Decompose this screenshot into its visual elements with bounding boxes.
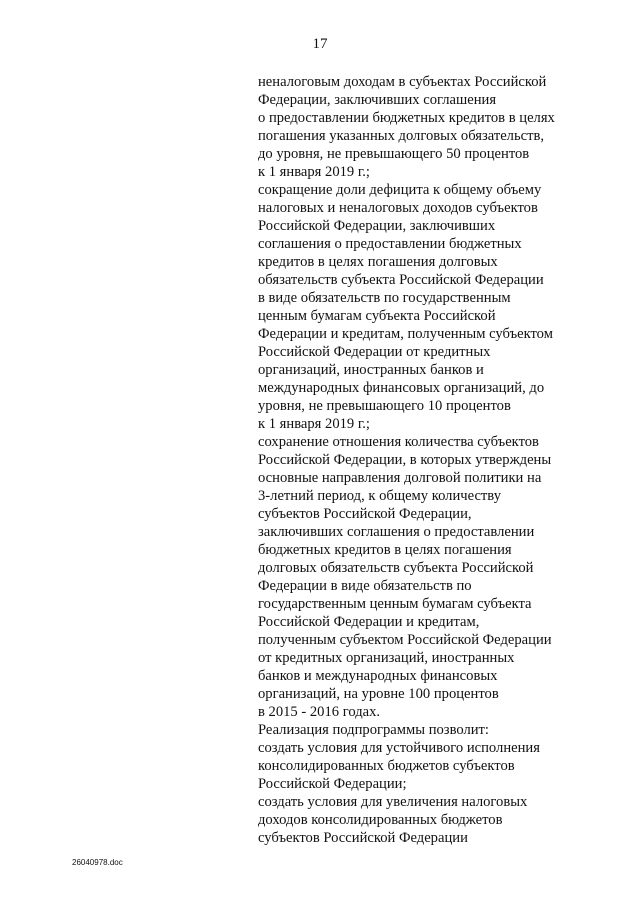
text-line: Федерации и кредитам, полученным субъектом [258, 326, 553, 342]
text-line: Российской Федерации, заключивших [258, 218, 496, 234]
text-line: к 1 января 2019 г.; [258, 164, 370, 180]
text-line: консолидированных бюджетов субъектов [258, 758, 515, 774]
text-line: погашения указанных долговых обязательств, [258, 128, 545, 144]
text-line: Федерации, заключивших соглашения [258, 92, 497, 108]
text-line: к 1 января 2019 г.; [258, 416, 370, 432]
text-line: Реализация подпрограммы позволит: [258, 722, 489, 738]
text-line: сохранение отношения количества субъектов [258, 434, 539, 450]
text-line: налоговых и неналоговых доходов субъектов [258, 200, 538, 216]
text-line: до уровня, не превышающего 50 процентов [258, 146, 530, 162]
text-line: о предоставлении бюджетных кредитов в целях [258, 110, 555, 126]
text-line: ценным бумагам субъекта Российской [258, 308, 496, 324]
text-line: долговых обязательств субъекта Российской [258, 560, 534, 576]
text-line: организаций, на уровне 100 процентов [258, 686, 499, 702]
text-line: в виде обязательств по государственным [258, 290, 511, 306]
text-line: кредитов в целях погашения долговых [258, 254, 498, 270]
text-line: банков и международных финансовых [258, 668, 498, 684]
text-line: от кредитных организаций, иностранных [258, 650, 515, 666]
text-line: Российской Федерации и кредитам, [258, 614, 480, 630]
text-line: обязательств субъекта Российской Федерации [258, 272, 544, 288]
page-number: 17 [312, 36, 328, 52]
text-line: бюджетных кредитов в целях погашения [258, 542, 512, 558]
text-line: Российской Федерации; [258, 776, 407, 792]
text-line: в 2015 - 2016 годах. [258, 704, 381, 720]
text-line: основные направления долговой политики на [258, 470, 542, 486]
text-line: создать условия для устойчивого исполнения [258, 740, 540, 756]
text-line: Российской Федерации, в которых утверждены [258, 452, 552, 468]
text-line: 3-летний период, к общему количеству [258, 488, 501, 504]
text-line: субъектов Российской Федерации [258, 830, 468, 846]
text-line: создать условия для увеличения налоговых [258, 794, 528, 810]
text-line: заключивших соглашения о предоставлении [258, 524, 535, 540]
text-line: организаций, иностранных банков и [258, 362, 484, 378]
text-line: сокращение доли дефицита к общему объему [258, 182, 542, 198]
text-line: доходов консолидированных бюджетов [258, 812, 503, 828]
text-line: неналоговым доходам в субъектах Российской [258, 74, 547, 90]
text-line: полученным субъектом Российской Федерации [258, 632, 552, 648]
text-line: субъектов Российской Федерации, [258, 506, 472, 522]
body-text [258, 73, 598, 847]
text-line: международных финансовых организаций, до [258, 380, 545, 396]
footer-filename: 26040978.doc [72, 858, 123, 867]
text-line: Федерации в виде обязательств по [258, 578, 472, 594]
text-line: соглашения о предоставлении бюджетных [258, 236, 522, 252]
text-line: государственным ценным бумагам субъекта [258, 596, 532, 612]
text-line: уровня, не превышающего 10 процентов [258, 398, 511, 414]
text-line: Российской Федерации от кредитных [258, 344, 491, 360]
